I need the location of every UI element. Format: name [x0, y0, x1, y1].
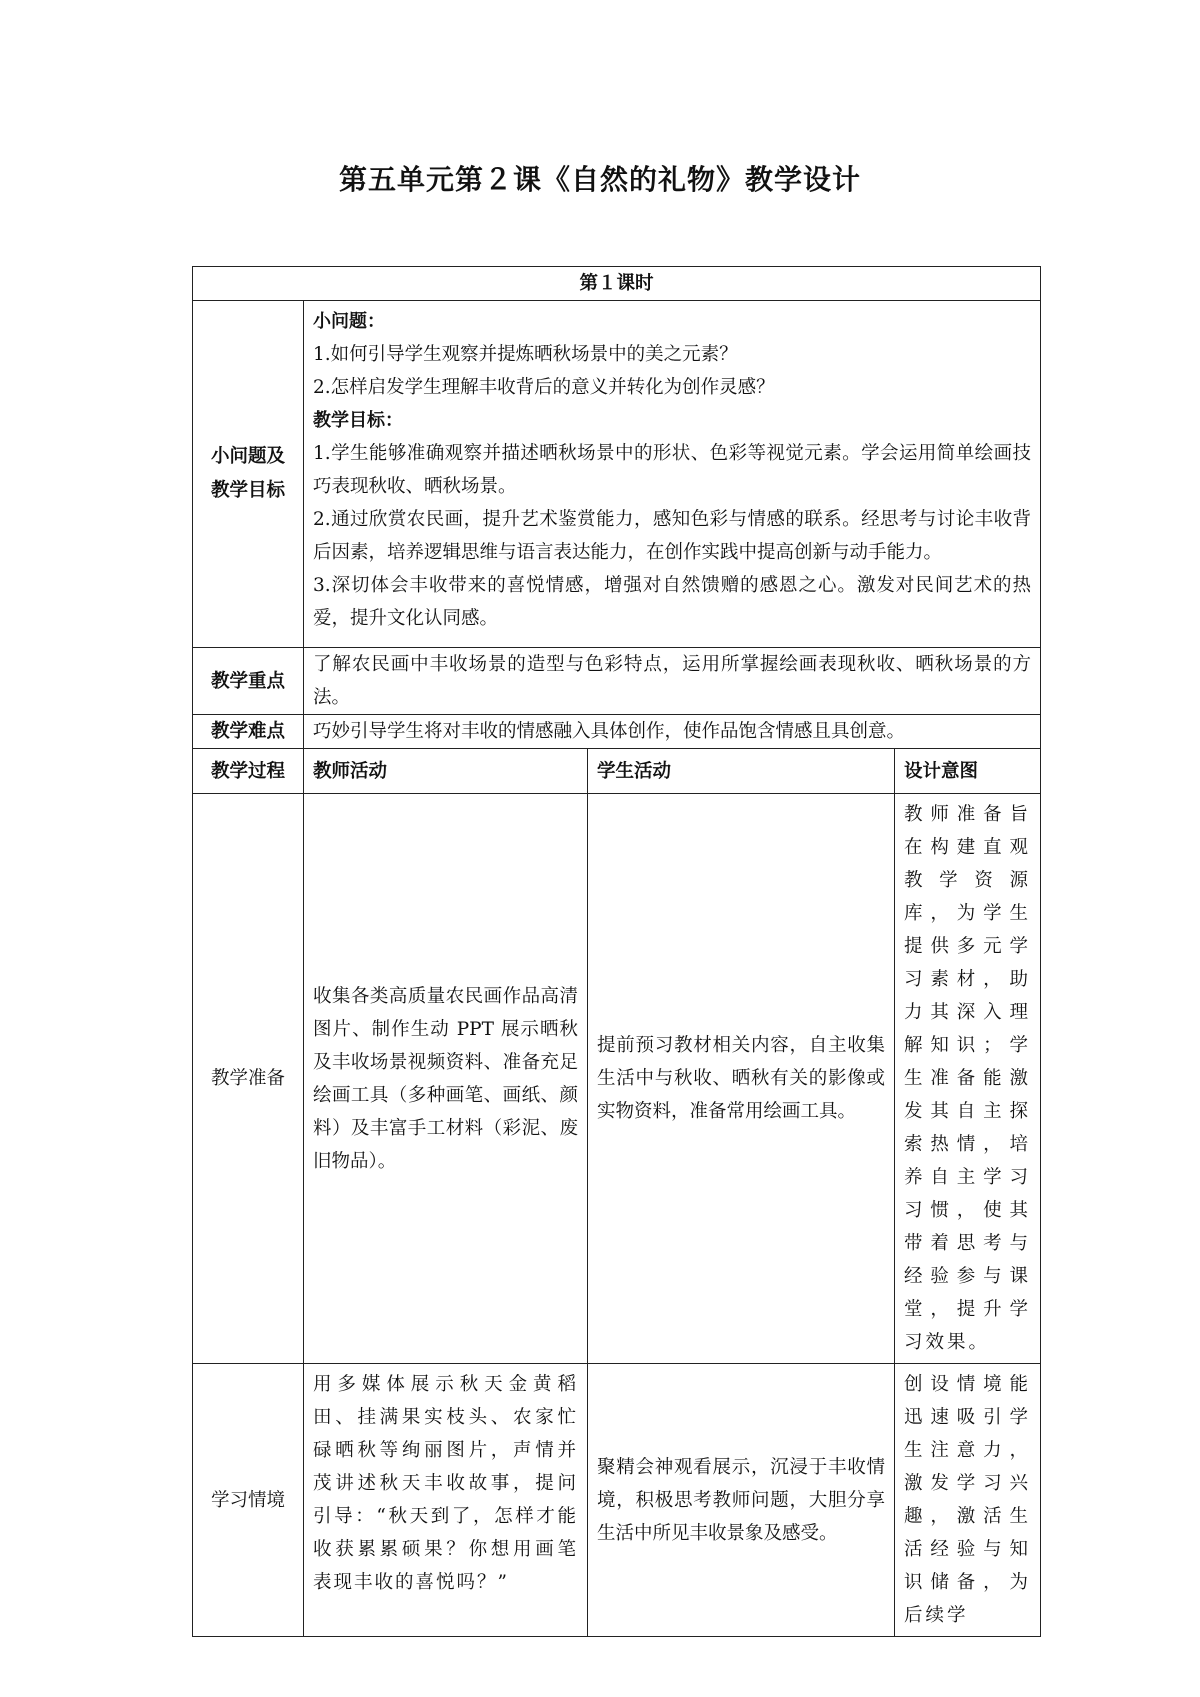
design-intent-header: 设计意图	[895, 749, 1041, 794]
table-row	[193, 794, 1041, 1364]
key-point-label: 教学重点	[193, 648, 304, 715]
questions-heading: 小问题：	[313, 311, 385, 332]
lesson-period-header: 第１课时	[193, 267, 1041, 301]
teacher-activity: 用多媒体展示秋天金黄稻田、挂满果实枝头、农家忙碌晒秋等绚丽图片，声情并茂讲述秋天丰收故事，提问引导：“秋天到了，怎样才能收获累累硕果？你想用画笔表现丰收的喜悦吗？”	[304, 1364, 588, 1637]
design-intent: 教师准备旨在构建直观教学资源库，为学生提供多元学习素材，助力其深入理解知识；学生准备能激发其自主探索热情，培养自主学习习惯，使其带着思考与经验参与课堂，提升学习效果。	[895, 794, 1041, 1364]
document-title: 第五单元第２课《自然的礼物》教学设计	[338, 163, 861, 196]
key-point-text: 了解农民画中丰收场景的造型与色彩特点，运用所掌握绘画表现秋收、晒秋场景的方法。	[304, 648, 1041, 715]
objectives-label	[193, 301, 304, 648]
objectives-label-text: 小问题及教学目标	[210, 446, 285, 501]
process-stage-header: 教学过程	[193, 749, 304, 794]
stage-label: 学习情境	[193, 1364, 304, 1637]
design-intent: 创设情境能迅速吸引学生注意力，激发学习兴趣，激活生活经验与知识储备，为后续学	[895, 1364, 1041, 1637]
goals-heading: 教学目标：	[313, 410, 403, 431]
goal-item: 1.学生能够准确观察并描述晒秋场景中的形状、色彩等视觉元素。学会运用简单绘画技巧表现秋收、晒秋场景。	[313, 443, 1032, 497]
table-row	[193, 1364, 1041, 1637]
student-activity: 提前预习教材相关内容，自主收集生活中与秋收、晒秋有关的影像或实物资料，准备常用绘画工具。	[588, 794, 895, 1364]
objectives-content	[304, 301, 1041, 648]
teacher-activity: 收集各类高质量农民画作品高清图片、制作生动 PPT 展示晒秋及丰收场景视频资料、准备充足绘画工具（多种画笔、画纸、颜料）及丰富手工材料（彩泥、废旧物品）。	[304, 794, 588, 1364]
question-item: 1.如何引导学生观察并提炼晒秋场景中的美之元素？	[313, 344, 738, 365]
lesson-plan-table	[192, 266, 1041, 1637]
difficulty-label: 教学难点	[193, 715, 304, 749]
student-activity-header: 学生活动	[588, 749, 895, 794]
teacher-activity-header: 教师活动	[304, 749, 588, 794]
goal-item: 2.通过欣赏农民画，提升艺术鉴赏能力，感知色彩与情感的联系。经思考与讨论丰收背后因素，培养逻辑思维与语言表达能力，在创作实践中提高创新与动手能力。	[313, 509, 1032, 563]
student-activity: 聚精会神观看展示，沉浸于丰收情境，积极思考教师问题，大胆分享生活中所见丰收景象及感受。	[588, 1364, 895, 1637]
difficulty-text: 巧妙引导学生将对丰收的情感融入具体创作，使作品饱含情感且具创意。	[304, 715, 1041, 749]
stage-label: 教学准备	[193, 794, 304, 1364]
question-item: 2.怎样启发学生理解丰收背后的意义并转化为创作灵感？	[313, 377, 775, 398]
goal-item: 3.深切体会丰收带来的喜悦情感，增强对自然馈赠的感恩之心。激发对民间艺术的热爱，提升文化认同感。	[313, 575, 1032, 629]
